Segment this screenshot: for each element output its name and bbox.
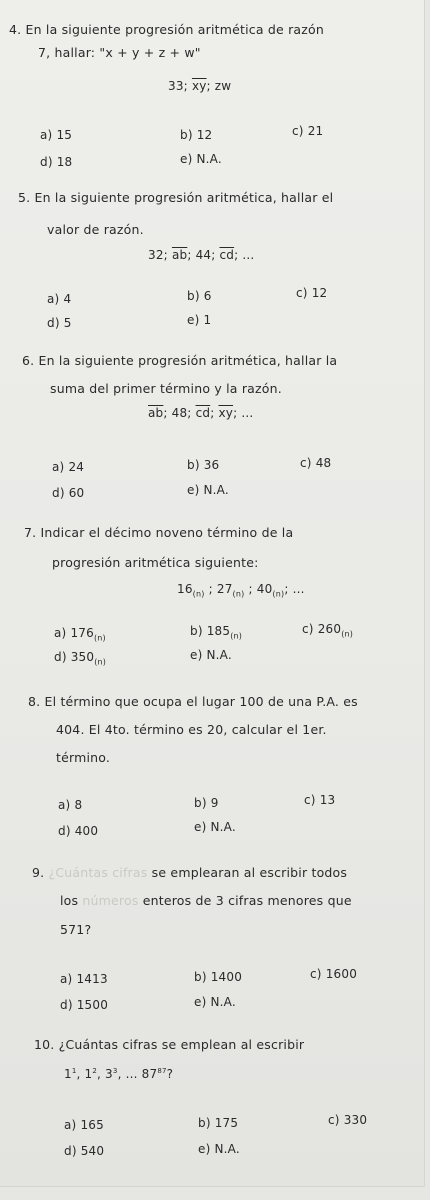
question-10-sequence: $1^1$, $1^2$, $3^3$, ... $87^{87}$?: [64, 1067, 174, 1081]
question-8-line-3: término.: [56, 750, 111, 765]
question-6-option-d: d) 60: [52, 486, 85, 500]
question-5-option-e: e) 1: [187, 313, 212, 327]
question-8-option-d: d) 400: [58, 824, 99, 838]
question-6-line-2: suma del primer término y la razón.: [50, 381, 282, 396]
question-5-option-c: c) 12: [296, 286, 328, 300]
question-10-option-c: c) 330: [328, 1113, 368, 1127]
question-5-sequence: 32; $\overline{ab}$; 44; $\overline{cd}$; ...: [148, 248, 255, 262]
question-10-option-d: d) 540: [64, 1144, 105, 1158]
question-9-option-d: d) 1500: [60, 998, 109, 1012]
question-6-line-1: 6. En la siguiente progresión aritmética, hallar la: [22, 353, 338, 368]
question-4-option-e: e) N.A.: [180, 152, 222, 166]
question-7-line-1: 7. Indicar el décimo noveno término de la: [24, 525, 294, 540]
question-8-line-1: 8. El término que ocupa el lugar 100 de una P.A. es: [28, 694, 358, 709]
question-6-option-b: b) 36: [187, 458, 220, 472]
question-8-option-a: a) 8: [58, 798, 83, 812]
question-10-option-b: b) 175: [198, 1116, 239, 1130]
question-8-option-b: b) 9: [194, 796, 219, 810]
question-7-sequence: $16_{(n)}$ ; $27_{(n)}$ ; $40_{(n)}$; ...: [177, 582, 305, 599]
question-7-option-c: c) $260_{(n)}$: [302, 622, 354, 639]
question-9-option-e: e) N.A.: [194, 995, 236, 1009]
question-9-option-b: b) 1400: [194, 970, 243, 984]
question-4-option-c: c) 21: [292, 124, 324, 138]
question-5-option-b: b) 6: [187, 289, 212, 303]
question-8-line-2: 404. El 4to. término es 20, calcular el 1er.: [56, 722, 327, 737]
question-6-option-c: c) 48: [300, 456, 332, 470]
question-8-option-c: c) 13: [304, 793, 336, 807]
question-6-option-a: a) 24: [52, 460, 85, 474]
question-9-option-c: c) 1600: [310, 967, 358, 981]
question-4-option-a: a) 15: [40, 128, 73, 142]
question-4-line-1: 4. En la siguiente progresión aritmética de razón: [9, 22, 325, 37]
question-10-option-e: e) N.A.: [198, 1142, 240, 1156]
question-10-line-1: 10. ¿Cuántas cifras se emplean al escribir: [34, 1037, 305, 1052]
question-9-line-1: 9. ¿Cuántas cifras se emplearan al escribir todos: [32, 865, 348, 880]
question-5-line-1: 5. En la siguiente progresión aritmética, hallar el: [18, 190, 334, 205]
question-7-option-b: b) $185_{(n)}$: [190, 624, 243, 641]
question-7-option-a: a) $176_{(n)}$: [54, 626, 106, 643]
question-5-option-d: d) 5: [47, 316, 72, 330]
question-6-option-e: e) N.A.: [187, 483, 229, 497]
question-8-option-e: e) N.A.: [194, 820, 236, 834]
question-9-line-3: 571?: [60, 922, 92, 937]
question-7-line-2: progresión aritmética siguiente:: [52, 555, 259, 570]
question-7-option-d: d) $350_{(n)}$: [54, 650, 107, 667]
question-5-line-2: valor de razón.: [47, 222, 144, 237]
question-4-line-2: 7, hallar: "x + y + z + w": [38, 45, 201, 60]
question-6-sequence: $\overline{ab}$; 48; $\overline{cd}$; $\overline{xy}$; ...: [148, 406, 254, 420]
question-10-option-a: a) 165: [64, 1118, 104, 1132]
question-4-option-d: d) 18: [40, 155, 73, 169]
question-9-line-2: los números enteros de 3 cifras menores que: [60, 893, 352, 908]
question-5-option-a: a) 4: [47, 292, 72, 306]
question-4-option-b: b) 12: [180, 128, 213, 142]
question-9-option-a: a) 1413: [60, 972, 108, 986]
question-7-option-e: e) N.A.: [190, 648, 232, 662]
question-4-sequence: 33; $\overline{xy}$; zw: [168, 79, 232, 93]
